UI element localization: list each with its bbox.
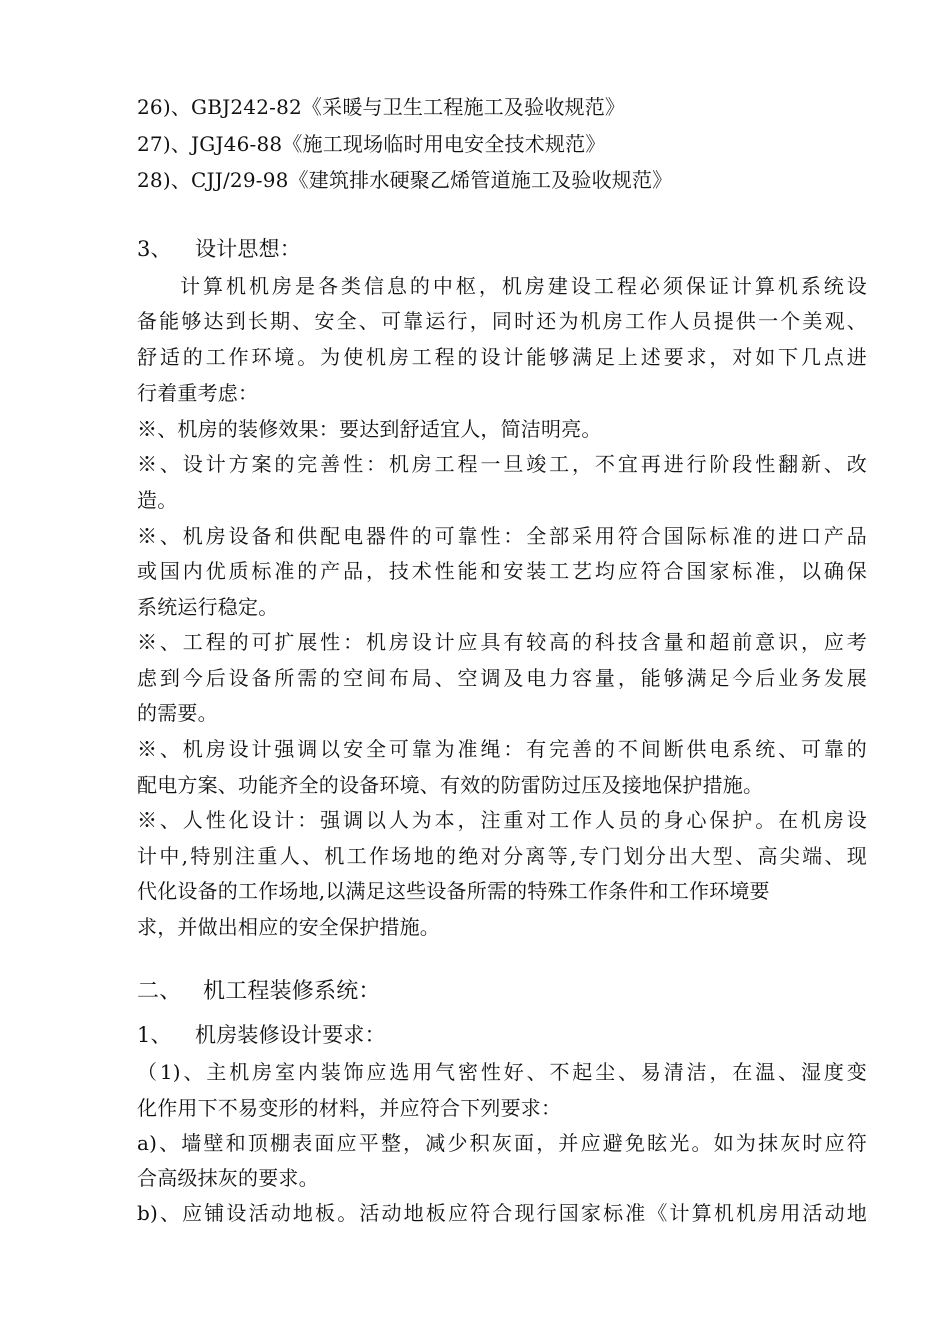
design-point-line: 计中,特别注重人、机工作场地的绝对分离等,专门划分出大型、高尖端、现 — [137, 844, 867, 868]
section-heading-design-idea — [137, 236, 867, 262]
requirement-line: 化作用下不易变形的材料，并应符合下列要求： — [137, 1096, 562, 1120]
section-title: 机房装修设计要求： — [195, 1023, 386, 1047]
chapter-heading-decoration-system — [137, 979, 867, 1005]
design-point-line: 配电方案、功能齐全的设备环境、有效的防雷防过压及接地保护措施。 — [137, 773, 764, 797]
paragraph-line: 行着重考虑： — [137, 381, 259, 405]
standard-item-26: 26)、GBJ242-82《采暖与卫生工程施工及验收规范》 — [137, 95, 626, 119]
design-point-line: ※、设计方案的完善性：机房工程一旦竣工，不宜再进行阶段性翻新、改 — [137, 452, 867, 476]
section-number: 1、 — [137, 1023, 172, 1047]
requirement-line: b)、应铺设活动地板。活动地板应符合现行国家标准《计算机机房用活动地 — [137, 1201, 867, 1225]
chapter-number: 二、 — [137, 979, 182, 1004]
section-title: 设计思想： — [195, 237, 301, 261]
section-number: 3、 — [137, 237, 172, 261]
design-point-line: 的需要。 — [137, 701, 218, 725]
design-point-line: ※、机房设计强调以安全可靠为准绳：有完善的不间断供电系统、可靠的 — [137, 737, 867, 761]
paragraph-line: 备能够达到长期、安全、可靠运行，同时还为机房工作人员提供一个美观、 — [137, 309, 867, 333]
design-point-line: 求，并做出相应的安全保护措施。 — [137, 915, 440, 939]
design-point-line: 造。 — [137, 488, 178, 512]
paragraph-line: 计算机机房是各类信息的中枢，机房建设工程必须保证计算机系统设 — [180, 274, 867, 298]
design-point-line: ※、机房的装修效果：要达到舒适宜人，简洁明亮。 — [137, 417, 602, 441]
requirement-line: a)、墙壁和顶棚表面应平整，减少积灰面，并应避免眩光。如为抹灰时应符 — [137, 1131, 867, 1155]
design-point-line: 代化设备的工作场地,以满足这些设备所需的特殊工作条件和工作环境要 — [137, 879, 770, 903]
section-heading-requirements — [137, 1022, 867, 1048]
design-point-line: ※、机房设备和供配电器件的可靠性：全部采用符合国际标准的进口产品 — [137, 524, 867, 548]
design-point-line: ※、工程的可扩展性：机房设计应具有较高的科技含量和超前意识，应考 — [137, 630, 867, 654]
paragraph-line: 舒适的工作环境。为使机房工程的设计能够满足上述要求，对如下几点进 — [137, 345, 867, 369]
requirement-line: （1)、主机房室内装饰应选用气密性好、不起尘、易清洁，在温、湿度变 — [137, 1060, 867, 1084]
design-point-line: 系统运行稳定。 — [137, 595, 279, 619]
chapter-title: 机工程装修系统： — [203, 979, 381, 1004]
design-point-line: ※、人性化设计：强调以人为本，注重对工作人员的身心保护。在机房设 — [137, 808, 867, 832]
design-point-line: 或国内优质标准的产品，技术性能和安装工艺均应符合国家标准，以确保 — [137, 559, 867, 583]
design-point-line: 虑到今后设备所需的空间布局、空调及电力容量，能够满足今后业务发展 — [137, 666, 867, 690]
requirement-line: 合高级抹灰的要求。 — [137, 1166, 319, 1190]
standard-item-28: 28)、CJJ/29-98《建筑排水硬聚乙烯管道施工及验收规范》 — [137, 168, 673, 192]
standard-item-27: 27)、JGJ46-88《施工现场临时用电安全技术规范》 — [137, 132, 606, 156]
